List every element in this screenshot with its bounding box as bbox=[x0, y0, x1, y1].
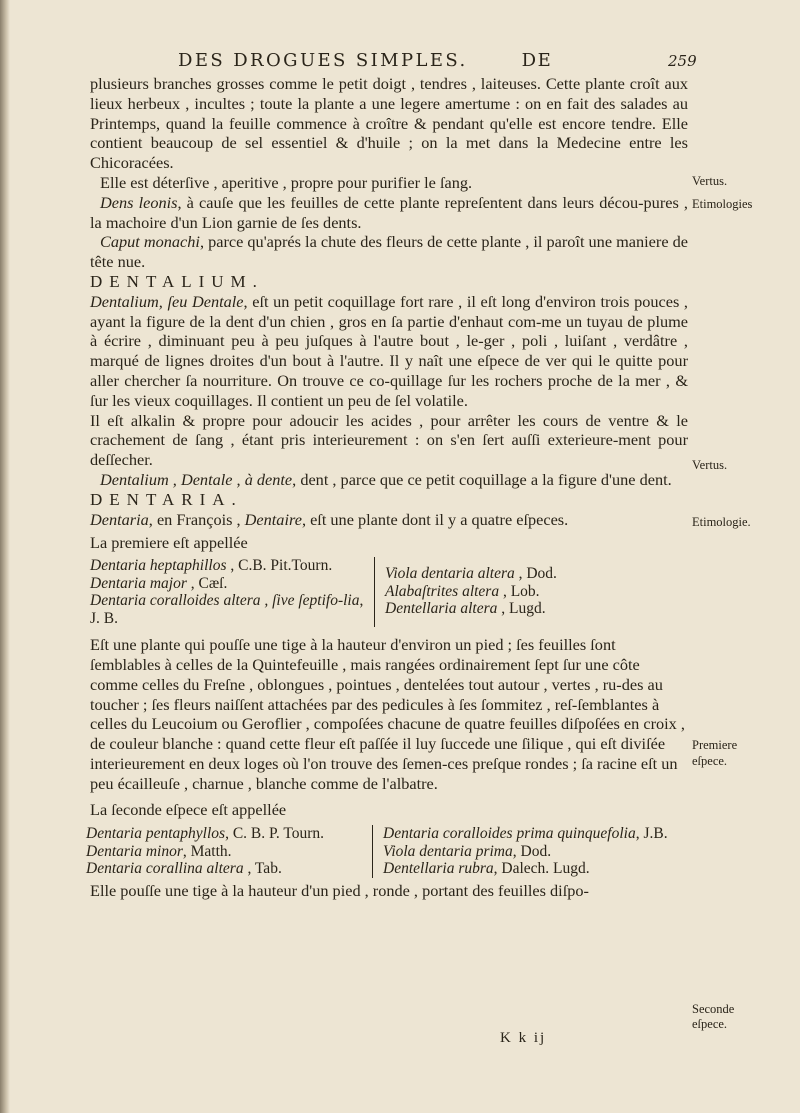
margin-note: eſpece. bbox=[692, 1017, 728, 1031]
margin-note: Vertus. bbox=[692, 174, 728, 188]
synonym-entry: Viola dentaria altera , Dod. bbox=[385, 565, 557, 583]
synonym-entry: Dentaria major , Cæſ. bbox=[90, 574, 228, 592]
paragraph: La ſeconde eſpece eſt appellée bbox=[90, 799, 287, 819]
term: Caput monachi bbox=[100, 232, 200, 252]
paragraph: Elle pouſſe une tige à la hauteur d'un pied , ronde , portant des feuilles diſpo- bbox=[90, 880, 589, 900]
synonym-entry: Viola dentaria prima, Dod. bbox=[383, 842, 552, 860]
synonym-table-second bbox=[86, 825, 688, 878]
paragraph: Dens leonis, à cauſe que les feuilles de cette plante repreſentent dans leurs décou-pures , la machoire d'un Lion garnie de ſes dents. bbox=[90, 192, 689, 232]
synonym-column-right bbox=[383, 825, 673, 878]
synonym-entry: Dentaria coralloides altera , ſive ſeptifo-lia, J. B. bbox=[90, 592, 364, 627]
synonym-entry: Dentellaria rubra, Dalech. Lugd. bbox=[383, 860, 590, 878]
column-divider bbox=[374, 557, 375, 627]
synonym-column-left bbox=[90, 557, 364, 627]
running-header bbox=[178, 50, 552, 71]
synonym-column-left bbox=[86, 825, 362, 878]
header-running: DE bbox=[521, 50, 553, 71]
paragraph: Elle est déterſive , aperitive , propre pour purifier le ſang. bbox=[100, 172, 473, 192]
synonym-entry: Dentaria corallina altera , Tab. bbox=[86, 860, 282, 878]
margin-note: Vertus. bbox=[692, 458, 728, 472]
synonym-entry: Dentaria pentaphyllos, C. B. P. Tourn. bbox=[86, 825, 325, 843]
section-heading-dentaria: DENTARIA. bbox=[90, 489, 243, 509]
margin-note: Etimologies bbox=[692, 197, 753, 211]
margin-note: Premiere bbox=[692, 738, 738, 752]
synonym-column-right bbox=[385, 557, 665, 627]
header-title: DES DROGUES SIMPLES. bbox=[178, 50, 468, 71]
margin-note: eſpece. bbox=[692, 754, 728, 768]
synonym-entry: Dentellaria altera , Lugd. bbox=[385, 600, 546, 618]
section-heading-dentalium: DENTALIUM. bbox=[90, 271, 264, 291]
page-number: 259 bbox=[668, 52, 697, 70]
paragraph: Il eſt alkalin & propre pour adoucir les acides , pour arrêter les cours de ventre & le crachement de ſang , étant pris interieurement : on s'en ſert auſſi exterieure-ment pour deſſecher. bbox=[90, 410, 688, 470]
paragraph: Dentaria, en François , Dentaire, eſt une plante dont il y a quatre eſpeces. bbox=[90, 509, 569, 529]
paragraph: Dentalium , Dentale , à dente, dent , parce que ce petit coquillage a la figure d'une dent. bbox=[100, 469, 672, 489]
page-spine-shadow bbox=[0, 0, 10, 1113]
paragraph: plusieurs branches grosses comme le petit doigt , tendres , laiteuses. Cette plante croît aux lieux herbeux , incultes ; toute la plante a une legere amertume : on en fait des salades au Printemps, quand la feuille commence à croître & pendant qu'elle est encore tendre. Elle contient beaucoup de sel essentiel & d'huile ; on la met dans la Medecine entre les Chicoracées. bbox=[90, 74, 688, 173]
synonym-entry: Dentaria heptaphillos , C.B. Pit.Tourn. bbox=[90, 557, 333, 575]
column-divider bbox=[372, 825, 373, 878]
signature-mark: K k ij bbox=[500, 1030, 547, 1046]
margin-note: Seconde bbox=[692, 1002, 735, 1016]
synonym-table-first bbox=[90, 557, 688, 627]
synonym-entry: Alabaſtrites altera , Lob. bbox=[385, 582, 540, 600]
paragraph: Dentalium, ſeu Dentale, eſt un petit coquillage fort rare , il eſt long d'environ trois pouces , ayant la figure de la dent d'un chien , gros en ſa partie d'enhaut com-me un tuyau de plume à écrire , diminuant peu à peu juſques à l'autre bout , le-ger , poli , luiſant , verdâtre , marqué de lignes droites d'un bout à l'autre. Il y naît une eſpece de ver qui le quitte pour aller chercher ſa nourriture. On trouve ce co-quillage ſur les rochers proche de la mer , & ſur les vieux coquillages. Il contient un peu de ſel volatile. bbox=[90, 291, 688, 410]
paragraph: Eſt une plante qui pouſſe une tige à la hauteur d'environ un pied ; ſes feuilles ſont ſemblables à celles de la Quintefeuille , mais rangées ordinairement ſept ſur une côte comme celles du Freſne , oblongues , pointues , dentelées tout autour , vertes , ru-des au toucher ; ſes fleurs naiſſent attachées par des pedicules à ſes ſommitez , reſ-ſemblantes à celles du Leucoium ou Geroflier , compoſées chacune de quatre feuilles diſpoſées en croix , de couleur blanche : quand cette fleur eſt paſſée il luy ſuccede une ſilique , qui eſt diviſée interieurement en deux loges où l'on trouve des ſemen-ces preſque rondes ; ſa racine eſt un peu écailleuſe , charnue , blanche comme de l'albatre. bbox=[90, 635, 685, 793]
term: Dentalium, ſeu Dentale bbox=[90, 291, 244, 311]
term: Dens leonis bbox=[100, 192, 178, 212]
paragraph: La premiere eſt appellée bbox=[90, 533, 248, 553]
paragraph: Caput monachi, parce qu'aprés la chute des fleurs de cette plante , il paroît une maniere de tête nue. bbox=[90, 232, 688, 272]
synonym-entry: Dentaria minor, Matth. bbox=[86, 842, 232, 860]
synonym-entry: Dentaria coralloides prima quinquefolia, J.B. bbox=[383, 825, 668, 843]
main-text bbox=[86, 74, 689, 901]
margin-note: Etimologie. bbox=[692, 515, 751, 529]
term: Dentalium , Dentale , à dente bbox=[100, 469, 293, 489]
